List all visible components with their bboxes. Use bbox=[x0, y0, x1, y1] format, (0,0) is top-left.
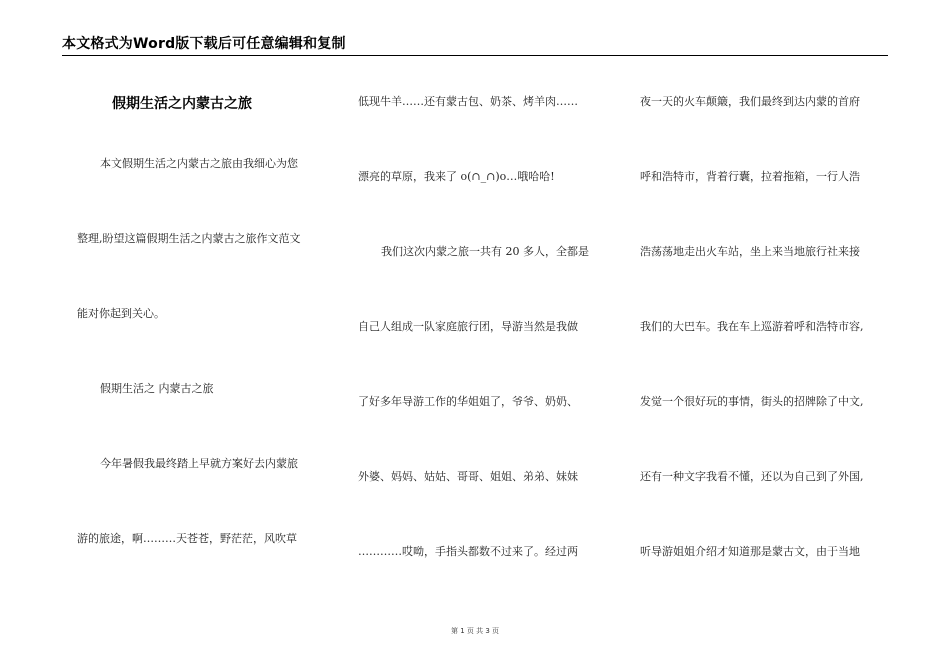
section-heading: 假期生活之 内蒙古之旅 bbox=[100, 382, 214, 395]
text-line: 外婆、妈妈、姑姑、哥哥、姐姐、弟弟、妹妹 bbox=[358, 470, 578, 483]
header-divider bbox=[62, 55, 888, 56]
text-line: 了好多年导游工作的华姐姐了，爷爷、奶奶、 bbox=[358, 395, 578, 408]
page-number-footer: 第 1 页 共 3 页 bbox=[450, 627, 500, 635]
text-line: 游的旅途，啊………天苍苍，野茫茫，风吹草 bbox=[77, 532, 297, 545]
text-line: 能对你起到关心。 bbox=[77, 307, 165, 320]
text-line: 我们这次内蒙之旅一共有 20 多人，全都是 bbox=[381, 245, 589, 258]
document-title: 假期生活之内蒙古之旅 bbox=[112, 96, 252, 112]
text-line: 本文假期生活之内蒙古之旅由我细心为您 bbox=[100, 157, 298, 170]
text-line: 听导游姐姐介绍才知道那是蒙古文，由于当地 bbox=[640, 545, 860, 558]
text-line: 今年暑假我最终踏上早就方案好去内蒙旅 bbox=[100, 457, 298, 470]
text-line: 浩荡荡地走出火车站，坐上来当地旅行社来接 bbox=[640, 245, 860, 258]
text-line: 我们的大巴车。我在车上巡游着呼和浩特市容, bbox=[640, 320, 864, 333]
text-line: …………哎呦，手指头都数不过来了。经过两 bbox=[358, 545, 578, 558]
text-line: 发觉一个很好玩的事情，街头的招牌除了中文, bbox=[640, 395, 864, 408]
text-line: 夜一天的火车颠簸，我们最终到达内蒙的首府 bbox=[640, 95, 860, 108]
text-line: 呼和浩特市，背着行囊，拉着拖箱，一行人浩 bbox=[640, 170, 860, 183]
text-line: 漂亮的草原，我来了 o(∩_∩)o…哦哈哈! bbox=[358, 170, 555, 183]
document-header-banner: 本文格式为Word版下载后可任意编辑和复制 bbox=[62, 36, 346, 52]
text-line: 低现牛羊……还有蒙古包、奶茶、烤羊肉…… bbox=[358, 95, 578, 108]
text-line: 自己人组成一队家庭旅行团，导游当然是我做 bbox=[358, 320, 578, 333]
text-line: 整理,盼望这篇假期生活之内蒙古之旅作文范文 bbox=[77, 232, 301, 245]
text-line: 还有一种文字我看不懂，还以为自己到了外国, bbox=[640, 470, 864, 483]
